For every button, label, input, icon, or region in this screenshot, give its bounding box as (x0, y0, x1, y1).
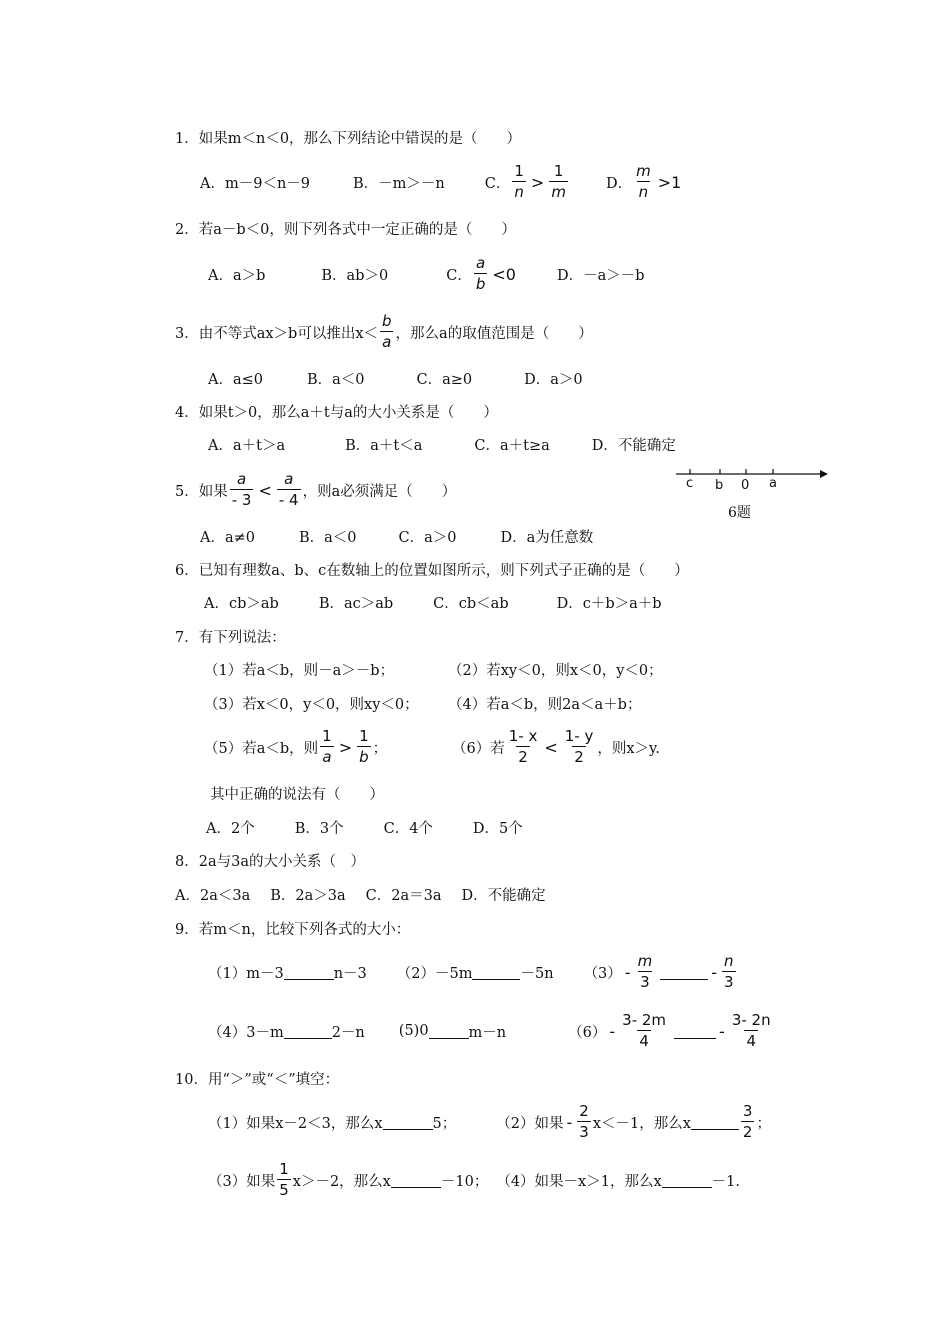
q7-s4-text: （4）若a＜b，则2a＜a＋b； (448, 696, 642, 713)
figure-caption: 6题 (728, 505, 751, 521)
q10-p2-post: ； (756, 1115, 771, 1132)
q7-statement-2 (448, 652, 663, 686)
q7-s6-post: ，则x＞y. (597, 740, 660, 757)
q9-p6-fraction-1: $\frac{3- 2m}{4}$ (622, 1011, 667, 1050)
q4-option-c: C．a＋t≥a (474, 437, 550, 454)
q2-stem (175, 211, 516, 245)
q10-p2-fraction-2: $\frac{3}{2}$ (742, 1102, 753, 1141)
q4-option-a: A．a＋t＞a (208, 437, 286, 454)
q7-s6-fraction-1: $\frac{1- x}{2}$ (508, 727, 538, 766)
q8-option-c: C．2a＝3a (365, 887, 442, 904)
q2-c-rest: <0 (492, 264, 516, 284)
q2-c-fraction: $\frac{a}{b}$ (475, 254, 486, 293)
q9-row-1 (208, 952, 738, 992)
q3-option-c: C．a≥0 (416, 371, 473, 388)
q9-p6-minus-1: - (609, 1021, 616, 1041)
q7-s5-operator: > (338, 737, 353, 757)
q7-s5-post: ； (372, 740, 388, 757)
q4-stem (175, 394, 498, 428)
q9-p3-fraction-2: $\frac{n}{3}$ (723, 952, 734, 991)
q9-row-2 (208, 1011, 775, 1051)
q8-option-b: B．2a＞3a (270, 887, 346, 904)
q1-stem (175, 120, 521, 154)
q7-stem-text: 7．有下列说法： (175, 629, 286, 646)
q2-option-c-label: C． (446, 267, 472, 284)
q3-options (208, 361, 583, 395)
q1-option-b: B．－m＞－n (353, 175, 445, 192)
q5-option-d: D．a为任意数 (500, 529, 594, 546)
q1-c-fraction-2: $\frac{1}{m}$ (551, 162, 566, 201)
label-c: c (686, 476, 694, 491)
q5-option-b: B．a＜0 (299, 529, 357, 546)
q10-p3-pre: （3）如果 (208, 1173, 276, 1190)
q10-stem (175, 1061, 339, 1095)
arrow-icon (820, 470, 828, 478)
q10-p1-pre: （1）如果x－2＜3，那么x (208, 1115, 383, 1132)
q5-stem-post: ，则a必须满足（ ） (302, 483, 457, 500)
q3-option-a: A．a≤0 (208, 371, 263, 388)
q5-option-a: A．a≠0 (200, 529, 255, 546)
q7-statement-5 (204, 727, 387, 767)
q9-p5-blank[interactable] (429, 1024, 469, 1039)
q9-p1-pre: （1）m－3 (208, 965, 284, 982)
q10-row-1 (208, 1102, 771, 1142)
q9-p1-post: n－3 (333, 965, 367, 982)
q1-option-c-label: C． (484, 175, 511, 192)
q9-p1-blank[interactable] (284, 965, 334, 980)
q6-option-b: B．ac＞ab (318, 595, 394, 612)
q9-p6-fraction-2: $\frac{3- 2n}{4}$ (731, 1011, 771, 1050)
q9-p6-pre: （6） (568, 1024, 607, 1041)
q9-p4-pre: （4）3－m (208, 1024, 284, 1041)
q3-fraction: $\frac{b}{a}$ (382, 312, 392, 351)
q4-option-b: B．a＋t＜a (345, 437, 423, 454)
q10-p1-post: 5； (432, 1115, 457, 1132)
q10-p1-blank[interactable] (383, 1115, 433, 1130)
q2-option-b: B．ab＞0 (321, 267, 389, 284)
q3-option-d: D．a＞0 (524, 371, 583, 388)
q5-stem (175, 470, 456, 510)
q10-p3-fraction: $\frac{1}{5}$ (279, 1160, 289, 1199)
q5-option-c: C．a＞0 (398, 529, 457, 546)
q5-fraction-2: $\frac{a}{- 4}$ (278, 470, 299, 509)
q7-option-b: B．3个 (294, 820, 344, 837)
q7-stem (175, 619, 286, 653)
q3-stem (175, 312, 593, 352)
q10-p3-post: －10； (440, 1173, 489, 1190)
q7-option-a: A．2个 (206, 820, 255, 837)
q9-p5-pre: (5)0 (398, 1023, 429, 1039)
q8-stem-text: 8．2a与3a的大小关系（ ） (175, 853, 365, 870)
q1-stem-text: 1．如果m＜n＜0，那么下列结论中错误的是（ ） (175, 130, 522, 147)
q10-p4-post: －1. (711, 1173, 740, 1190)
q9-p3-minus-2: - (711, 962, 717, 982)
q7-ask (210, 776, 384, 810)
q7-s6-fraction-2: $\frac{1- y}{2}$ (564, 727, 594, 766)
q7-s2-text: （2）若xy＜0，则x＜0，y＜0； (448, 662, 663, 679)
q9-stem (175, 911, 410, 945)
q6-options (204, 585, 662, 619)
q6-option-a: A．cb＞ab (204, 595, 279, 612)
q9-p3-minus-1: - (624, 962, 631, 982)
q10-p3-mid: x＞－2，那么x (292, 1173, 391, 1190)
q6-stem (175, 552, 689, 586)
q10-stem-text: 10．用“＞”或“＜”填空： (175, 1071, 340, 1088)
q8-options (175, 877, 546, 911)
number-line (670, 462, 830, 486)
q7-s6-pre: （6）若 (452, 740, 505, 757)
q7-s5-fraction-1: $\frac{1}{a}$ (322, 727, 332, 766)
q7-statement-4 (448, 686, 641, 720)
q10-row-2 (208, 1160, 740, 1200)
q1-option-d-label: D． (605, 175, 633, 192)
q6-option-c: C．cb＜ab (433, 595, 509, 612)
q4-stem-text: 4．如果t＞0，那么a＋t与a的大小关系是（ ） (175, 404, 498, 421)
q4-option-d: D．不能确定 (591, 437, 676, 454)
q9-p2-pre: （2）－5m (396, 965, 473, 982)
q3-stem-post: ，那么a的取值范围是（ ） (395, 325, 593, 342)
q9-p4-post: 2－n (331, 1024, 365, 1041)
q5-operator: < (258, 480, 272, 500)
q7-s3-text: （3）若x＜0，y＜0，则xy＜0； (204, 696, 419, 713)
q5-stem-pre: 5．如果 (175, 483, 228, 500)
q9-stem-text: 9．若m＜n，比较下列各式的大小： (175, 921, 411, 938)
q1-d-rest: >1 (657, 172, 682, 192)
q7-statement-6 (452, 727, 660, 767)
label-b: b (715, 478, 724, 493)
q7-option-d: D．5个 (472, 820, 523, 837)
q7-s6-operator: < (544, 737, 558, 757)
q7-s5-pre: （5）若a＜b，则 (204, 740, 319, 757)
q2-options (208, 254, 645, 294)
q9-p6-minus-2: - (719, 1021, 725, 1041)
q2-option-d: D．－a＞－b (556, 267, 645, 284)
q7-s5-fraction-2: $\frac{1}{b}$ (359, 727, 369, 766)
q1-c-fraction-1: $\frac{1}{n}$ (514, 162, 524, 201)
number-line-figure (670, 462, 830, 526)
q7-s1-text: （1）若a＜b，则－a＞－b； (204, 662, 395, 679)
q10-p2-fraction: $\frac{2}{3}$ (579, 1102, 589, 1141)
q5-fraction-1: $\frac{a}{- 3}$ (231, 470, 252, 509)
q2-stem-text: 2．若a－b＜0，则下列各式中一定正确的是（ ） (175, 221, 516, 238)
q9-p2-blank[interactable] (472, 965, 520, 980)
q8-stem (175, 843, 365, 877)
q1-option-a: A．m－9＜n－9 (200, 175, 311, 192)
label-0: 0 (741, 478, 750, 493)
q1-options (200, 162, 684, 202)
q1-c-operator: > (530, 172, 545, 192)
q10-p2-blank[interactable] (691, 1115, 739, 1130)
q6-option-d: D．c＋b＞a＋b (556, 595, 662, 612)
q1-d-fraction: $\frac{m}{n}$ (636, 162, 651, 201)
q7-statement-3 (204, 686, 419, 720)
q10-p4-pre: （4）如果－x＞1，那么x (496, 1173, 662, 1190)
q3-stem-pre: 3．由不等式ax＞b可以推出x＜ (175, 325, 379, 342)
q9-p6-blank[interactable] (674, 1024, 716, 1039)
q10-p2-minus: - (566, 1112, 573, 1132)
q9-p3-pre: （3） (583, 965, 622, 982)
q8-option-a: A．2a＜3a (175, 887, 251, 904)
q10-p4-blank[interactable] (662, 1173, 712, 1188)
q2-option-a: A．a＞b (208, 267, 266, 284)
q3-option-b: B．a＜0 (307, 371, 365, 388)
q6-stem-text: 6．已知有理数a、b、c在数轴上的位置如图所示，则下列式子正确的是（ ） (175, 562, 689, 579)
label-a: a (769, 476, 777, 491)
q9-p2-post: －5n (520, 965, 554, 982)
q10-p3-blank[interactable] (391, 1173, 441, 1188)
q7-option-c: C．4个 (383, 820, 433, 837)
q7-options (206, 810, 523, 844)
q7-statement-1 (204, 652, 394, 686)
q9-p3-fraction-1: $\frac{m}{3}$ (637, 952, 653, 991)
q9-p4-blank[interactable] (284, 1024, 332, 1039)
q8-option-d: D．不能确定 (461, 887, 546, 904)
q10-p2-pre: （2）如果 (496, 1115, 564, 1132)
q4-options (208, 427, 676, 461)
q7-ask-text: 其中正确的说法有（ ） (210, 786, 384, 803)
q9-p3-blank[interactable] (660, 965, 708, 980)
q10-p2-mid: x＜－1，那么x (592, 1115, 691, 1132)
q9-p5-post: m－n (468, 1024, 507, 1041)
q5-options (200, 519, 593, 553)
